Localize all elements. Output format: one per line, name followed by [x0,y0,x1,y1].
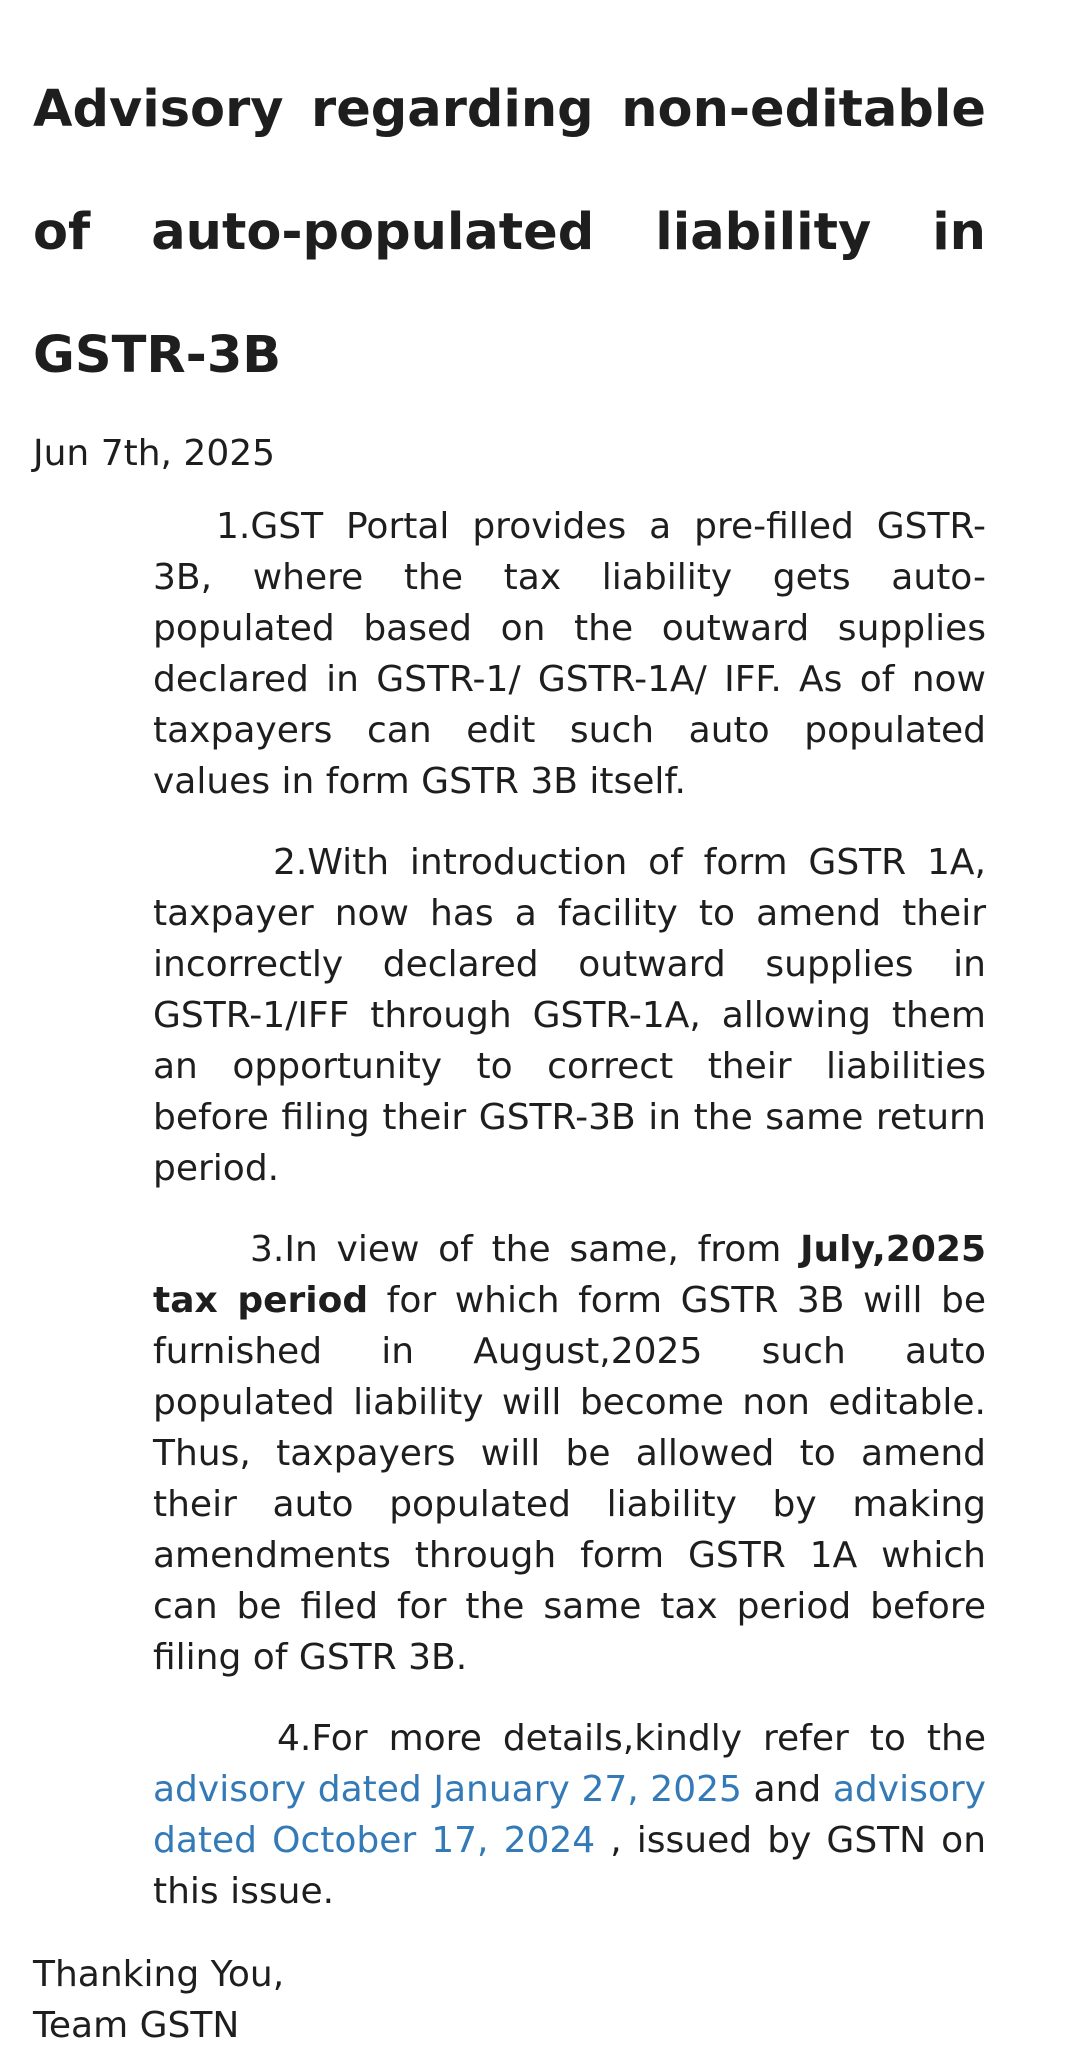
point-text-before: For more details,kindly refer to the [311,1718,986,1759]
advisory-point-4 [153,1713,986,1917]
advisory-points-list [153,501,986,1917]
point-text-mid: and [741,1769,833,1810]
point-number: 4. [277,1718,312,1759]
publish-date: Jun 7th, 2025 [33,433,276,474]
signoff-team: Team GSTN [33,2005,240,2046]
page-title: Advisory regarding non-editable of auto-populated liability in GSTR-3B [33,80,986,385]
point-number: 1. [216,506,251,547]
point-number: 2. [273,842,308,883]
point-text: GST Portal provides a pre-filled GSTR-3B, where the tax liability gets auto-populated based on the outward supplies declared in GSTR-1/ GSTR-1A/ IFF. As of now taxpayers can edit such auto populated values in form GSTR 3B itself. [153,506,986,802]
advisory-oct-2024-link[interactable]: advisory dated October 17, 2024 [153,1769,986,1861]
point-text-before: In view of the same, from [284,1229,801,1270]
advisory-point-2 [153,837,986,1194]
point-number: 3. [250,1229,285,1270]
point-text-after: , issued by GSTN on this issue. [153,1820,987,1912]
advisory-point-3 [153,1224,986,1683]
point-text-after: for which form GSTR 3B will be furnished in August,2025 such auto populated liability will become non editable. Thus, taxpayers will be allowed to amend their auto populated liability by making amendments through form GSTR 1A which can be filed for the same tax period before filing of GSTR 3B. [153,1280,986,1678]
tax-period-emphasis: July,2025 tax period [153,1229,986,1321]
advisory-jan-2025-link[interactable]: advisory dated January 27, 2025 [153,1769,742,1810]
point-text: With introduction of form GSTR 1A, taxpayer now has a facility to amend their incorrectly declared outward supplies in GSTR-1/IFF through GSTR-1A, allowing them an opportunity to correct their liabilities before filing their GSTR-3B in the same return period. [153,842,986,1189]
signoff [33,1949,986,2051]
advisory-point-1 [153,501,986,807]
signoff-greeting: Thanking You, [33,1954,285,1995]
